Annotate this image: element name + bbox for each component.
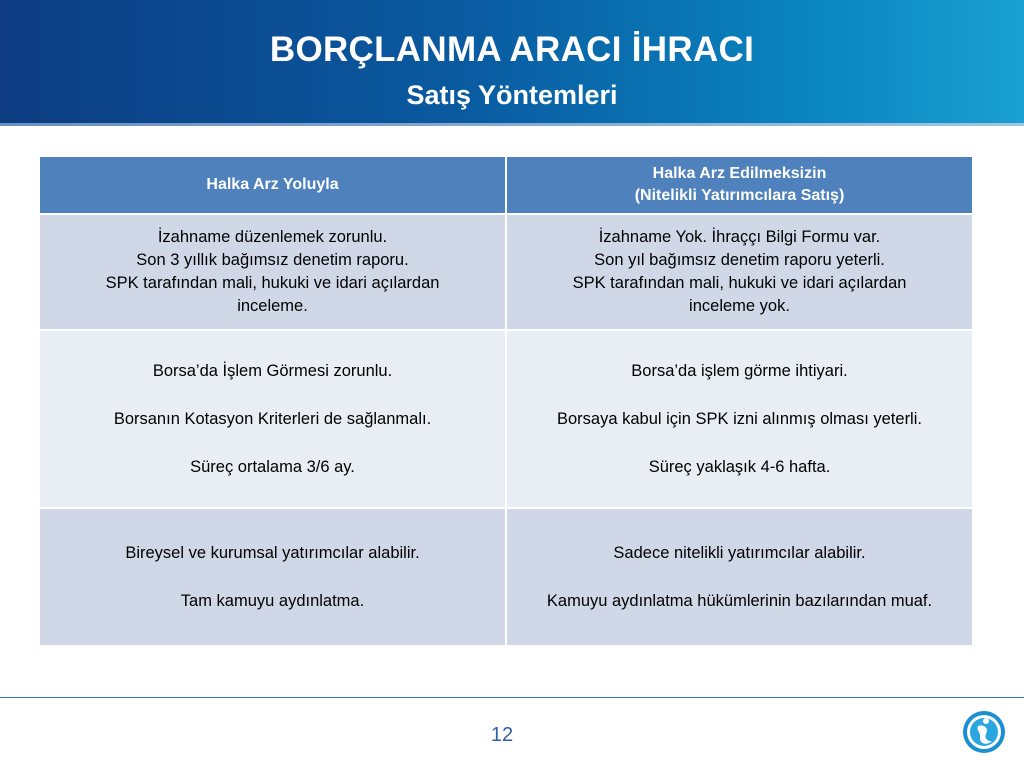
header-line: Halka Arz Yoluyla [206, 176, 339, 193]
table-cell [506, 508, 973, 646]
table-cell [39, 330, 506, 508]
cell-paragraph: Bireysel ve kurumsal yatırımcılar alabilir. [125, 543, 420, 562]
table-cell [506, 214, 973, 330]
cell-line: inceleme yok. [689, 297, 790, 315]
cell-paragraph: Borsaya kabul için SPK izni alınmış olması yeterli. [557, 409, 922, 428]
cell-line: İzahname düzenlemek zorunlu. [157, 228, 388, 246]
slide-subtitle: Satış Yöntemleri [406, 80, 618, 110]
header-line: (Nitelikli Yatırımcılara Satış) [634, 187, 845, 204]
cell-paragraph: Tam kamuyu aydınlatma. [180, 591, 365, 610]
slide-title: BORÇLANMA ARACI İHRACI [269, 30, 755, 69]
table-row [39, 330, 973, 508]
cell-paragraph: Borsa’da işlem görme ihtiyari. [631, 361, 848, 380]
cell-line: Son 3 yıllık bağımsız denetim raporu. [136, 251, 409, 269]
table-header-row [39, 156, 973, 214]
cell-paragraph: Borsanın Kotasyon Kriterleri de sağlanmalı. [113, 409, 432, 428]
page-number: 12 [490, 724, 514, 746]
table-cell [39, 508, 506, 646]
cell-paragraph: Kamuyu aydınlatma hükümlerinin bazılarından muaf. [546, 591, 933, 610]
cell-paragraph: Süreç yaklaşık 4-6 hafta. [648, 457, 831, 476]
cell-line: SPK tarafından mali, hukuki ve idari açılardan [105, 274, 440, 292]
cell-line: SPK tarafından mali, hukuki ve idari açılardan [572, 274, 907, 292]
cell-line: İzahname Yok. İhraççı Bilgi Formu var. [598, 228, 881, 246]
comparison-table [38, 155, 974, 647]
cell-paragraph: Süreç ortalama 3/6 ay. [190, 457, 355, 476]
header-public-offering [39, 156, 506, 214]
table-cell [39, 214, 506, 330]
header-private-placement [506, 156, 973, 214]
footer-divider [0, 697, 1024, 698]
institution-logo-icon [962, 710, 1006, 754]
cell-paragraph: Sadece nitelikli yatırımcılar alabilir. [613, 543, 866, 562]
cell-line: Son yıl bağımsız denetim raporu yeterli. [594, 251, 885, 269]
header-line: Halka Arz Edilmeksizin [652, 165, 827, 182]
cell-line: inceleme. [237, 297, 308, 315]
banner-divider [0, 123, 1024, 126]
table-cell [506, 330, 973, 508]
table-row [39, 508, 973, 646]
cell-paragraph: Borsa’da İşlem Görmesi zorunlu. [152, 361, 393, 380]
table-row [39, 214, 973, 330]
